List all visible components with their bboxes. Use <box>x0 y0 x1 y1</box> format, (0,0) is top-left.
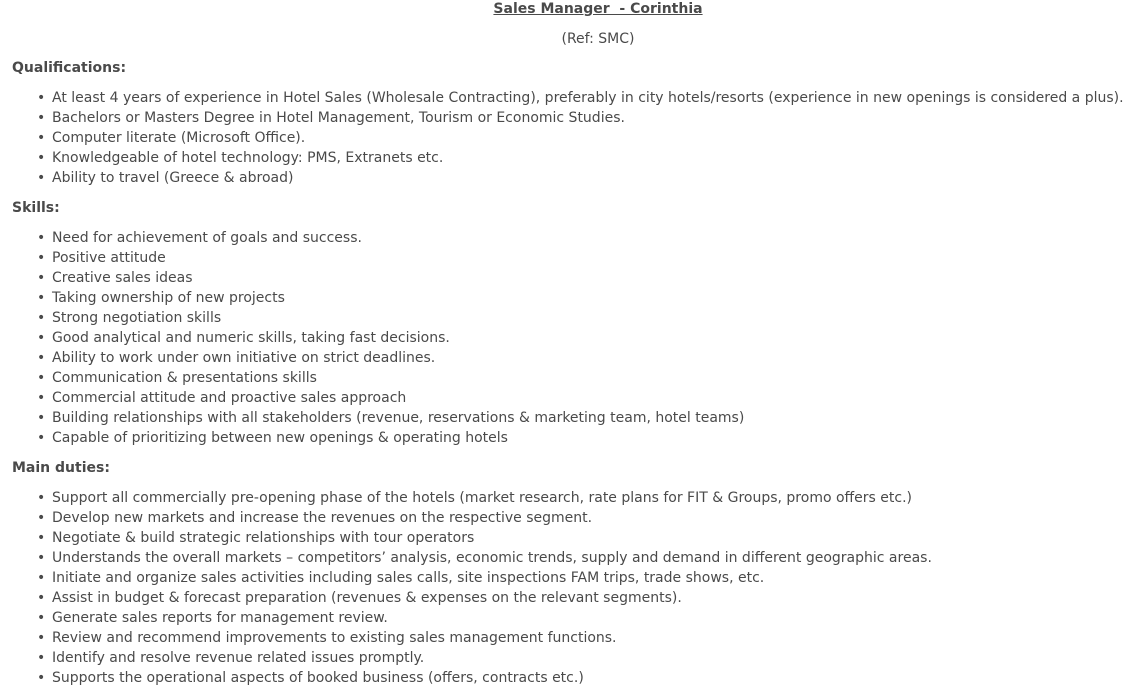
list-item: • Ability to work under own initiative on strict deadlines. <box>37 350 436 366</box>
bullet-icon: • <box>37 130 46 146</box>
section-heading: Qualifications: <box>12 60 127 76</box>
list-item: • Strong negotiation skills <box>37 310 222 326</box>
job-title: Sales Manager - Corinthia <box>493 1 703 17</box>
bullet-icon: • <box>37 270 46 286</box>
qualifications-list <box>12 88 1124 188</box>
bullet-icon: • <box>37 250 46 266</box>
list-item: • Knowledgeable of hotel technology: PMS, Extranets etc. <box>37 150 444 166</box>
list-item: • Building relationships with all stakeholders (revenue, reservations & marketing team, hotel teams) <box>37 410 745 426</box>
skills-list <box>12 228 744 448</box>
bullet-icon: • <box>37 110 46 126</box>
list-item: • Bachelors or Masters Degree in Hotel Management, Tourism or Economic Studies. <box>37 110 625 126</box>
list-item: • Good analytical and numeric skills, taking fast decisions. <box>37 330 450 346</box>
list-item: • Generate sales reports for management review. <box>37 610 388 626</box>
job-reference: (Ref: SMC) <box>561 31 635 47</box>
bullet-icon: • <box>37 170 46 186</box>
list-item: • Develop new markets and increase the revenues on the respective segment. <box>37 510 593 526</box>
bullet-icon: • <box>37 370 46 386</box>
list-item: • Assist in budget & forecast preparation (revenues & expenses on the relevant segments). <box>37 590 682 606</box>
bullet-icon: • <box>37 430 46 446</box>
list-item: • Commercial attitude and proactive sales approach <box>37 390 407 406</box>
bullet-icon: • <box>37 390 46 406</box>
bullet-icon: • <box>37 530 46 546</box>
bullet-icon: • <box>37 570 46 586</box>
section-skills <box>12 198 744 448</box>
list-item: • Creative sales ideas <box>37 270 193 286</box>
bullet-icon: • <box>37 330 46 346</box>
bullet-icon: • <box>37 650 46 666</box>
main-duties-list <box>12 488 932 688</box>
bullet-icon: • <box>37 350 46 366</box>
bullet-icon: • <box>37 670 46 686</box>
bullet-icon: • <box>37 590 46 606</box>
list-item: • Initiate and organize sales activities including sales calls, site inspections FAM trips, trade shows, etc. <box>37 570 765 586</box>
section-main-duties <box>12 458 932 688</box>
list-item: • Capable of prioritizing between new openings & operating hotels <box>37 430 508 446</box>
bullet-icon: • <box>37 90 46 106</box>
list-item: • Communication & presentations skills <box>37 370 317 386</box>
bullet-icon: • <box>37 310 46 326</box>
list-item: • At least 4 years of experience in Hotel Sales (Wholesale Contracting), preferably in city hotels/resorts (experience in new openings is considered a plus). <box>37 90 1124 106</box>
section-heading: Skills: <box>12 200 60 216</box>
section-qualifications <box>12 58 1124 188</box>
list-item: • Taking ownership of new projects <box>37 290 285 306</box>
bullet-icon: • <box>37 410 46 426</box>
list-item: • Need for achievement of goals and success. <box>37 230 362 246</box>
list-item: • Identify and resolve revenue related issues promptly. <box>37 650 425 666</box>
section-heading: Main duties: <box>12 460 110 476</box>
bullet-icon: • <box>37 150 46 166</box>
list-item: • Review and recommend improvements to existing sales management functions. <box>37 630 617 646</box>
list-item: • Positive attitude <box>37 250 166 266</box>
list-item: • Negotiate & build strategic relationships with tour operators <box>37 530 475 546</box>
bullet-icon: • <box>37 510 46 526</box>
list-item: • Support all commercially pre-opening phase of the hotels (market research, rate plans for FIT & Groups, promo offers etc.) <box>37 490 913 506</box>
list-item: • Ability to travel (Greece & abroad) <box>37 170 294 186</box>
bullet-icon: • <box>37 490 46 506</box>
list-item: • Supports the operational aspects of booked business (offers, contracts etc.) <box>37 670 584 686</box>
bullet-icon: • <box>37 630 46 646</box>
bullet-icon: • <box>37 610 46 626</box>
bullet-icon: • <box>37 290 46 306</box>
list-item: • Computer literate (Microsoft Office). <box>37 130 306 146</box>
list-item: • Understands the overall markets – competitors’ analysis, economic trends, supply and demand in different geographic areas. <box>37 550 932 566</box>
bullet-icon: • <box>37 550 46 566</box>
bullet-icon: • <box>37 230 46 246</box>
